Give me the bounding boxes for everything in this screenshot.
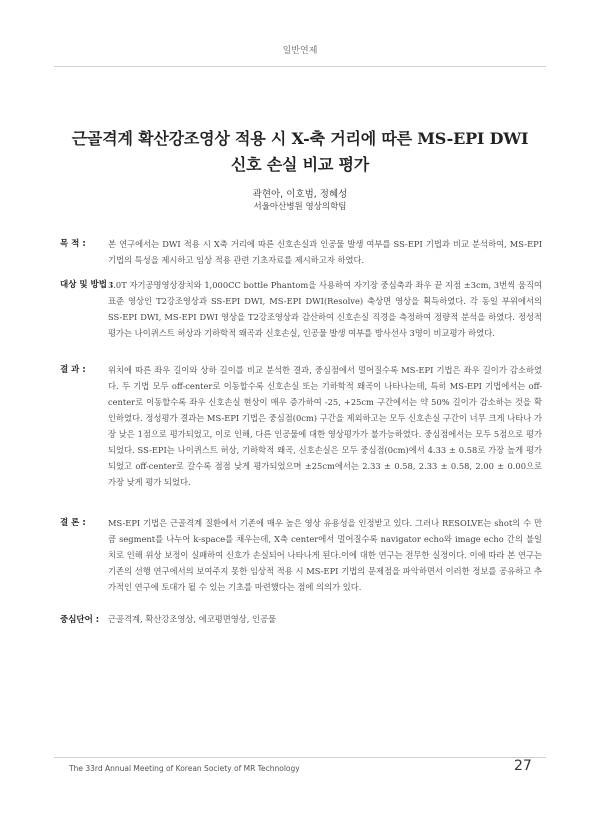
- section-methods: [60, 277, 542, 341]
- results-label: 결 과 :: [60, 365, 86, 375]
- title-line-2: 신호 손실 비교 평가: [230, 155, 370, 174]
- running-header: 일반연제: [282, 46, 318, 56]
- section-results: [60, 362, 542, 490]
- methods-text: 3.0T 자기공명영상장치와 1,000CC bottle Phantom을 사용하여 자기장 중심축과 좌우 끝 지점 ±3cm, 3번씩 움직여 표준 영상인 T2강조영상과 SS-EPI DWI, MS-EPI DWI(Resolve) 축상면 영상을 획득하였다. 각 동일 부위에서의 SS-EPI DWI, MS-EPI DWI 영상을 T2강조영상과 감산하여 신호손실 직경을 측정하여 정량적 분석을 하였다. 정성적 평가는 나이퀴스트 허상과 기하학적 왜곡과 신호손실, 인공물 발생 여부를 방사선사 3명이 비교평가 하였다.: [108, 280, 542, 338]
- page-title: [40, 126, 560, 178]
- affiliation: 서울아산병원 영상의학팀: [253, 202, 347, 212]
- methods-label: 대상 및 방법 :: [60, 280, 114, 290]
- section-purpose: [60, 236, 542, 268]
- keywords-text: 근골격계, 확산강조영상, 에코평면영상, 인공물: [108, 614, 277, 624]
- section-conclusion: [60, 515, 542, 595]
- keywords-label: 중심단어 :: [60, 615, 100, 625]
- page-number: 27: [514, 758, 532, 774]
- authors: 곽현아, 이호범, 정혜성: [252, 189, 348, 200]
- purpose-label: 목 적 :: [60, 239, 86, 249]
- results-text: 위치에 따른 좌우 길이와 상하 길이를 비교 분석한 결과, 중심점에서 멀어질수록 MS-EPI 기법은 좌우 길이가 감소하였다. 두 기법 모두 off-center로 이동할수록 신호손실 또는 기하학적 왜곡이 나타나는데, 특히 MS-EPI 기법에서는 off-center로 이동할수록 좌우 신호손실 현상이 매우 증가하여 -25, +25cm 구간에서는 약 50% 길이가 감소하는 것을 확인하였다. 정성평가 결과는 MS-EPI 기법은 중심점(0cm) 구간을 제외하고는 모두 신호손실 구간이 너무 크게 나타나 가장 낮은 1점으로 평가되었고, 이로 인해, 다른 인공물에 대한 영상평가가 불가능하였다. 중심점에서는 모두 5점으로 평가되었다. SS-EPI는 나이퀴스트 허상, 기하학적 왜곡, 신호손실은 모두 중심점(0cm)에서 4.33 ± 0.58로 가장 높게 평가되었고 off-center로 갈수록 점점 낮게 평가되었으며 ±25cm에서는 2.33 ± 0.58, 2.33 ± 0.58, 2.00 ± 0.00으로 가장 낮게 평가 되었다.: [108, 365, 542, 487]
- purpose-text: 본 연구에서는 DWI 적용 시 X축 거리에 따른 신호손실과 인공물 발생 여부를 SS-EPI 기법과 비교 분석하여, MS-EPI 기법의 특성을 제시하고 임상 적용 관련 기초자료를 제시하고자 하였다.: [108, 239, 542, 265]
- conclusion-text: MS-EPI 기법은 근골격계 질환에서 기존에 매우 높은 영상 유용성을 인정받고 있다. 그러나 RESOLVE는 shot의 수 만큼 segment를 나누어 k-space를 채우는데, X축 center에서 멀어질수록 navigator echo와 image echo 간의 불일치로 인해 위상 보정이 실패하여 신호가 손실되어 나타나게 된다.이에 대한 연구는 전무한 실정이다. 이에 따라 본 연구는 기존의 선행 연구에서의 보여주지 못한 임상적 적용 시 MS-EPI 기법의 문제점을 파악하면서 이러한 정보를 공유하고 추가적인 연구에 토대가 될 수 있는 기초를 마련했다는 점에 의의가 있다.: [108, 518, 542, 592]
- conclusion-label: 결 론 :: [60, 518, 86, 528]
- footer-meeting: The 33rd Annual Meeting of Korean Society of MR Technology: [69, 764, 300, 773]
- header-divider: [54, 66, 546, 67]
- footer-divider: [54, 757, 546, 758]
- title-line-1: 근골격계 확산강조영상 적용 시 X-축 거리에 따른 MS-EPI DWI: [71, 129, 529, 148]
